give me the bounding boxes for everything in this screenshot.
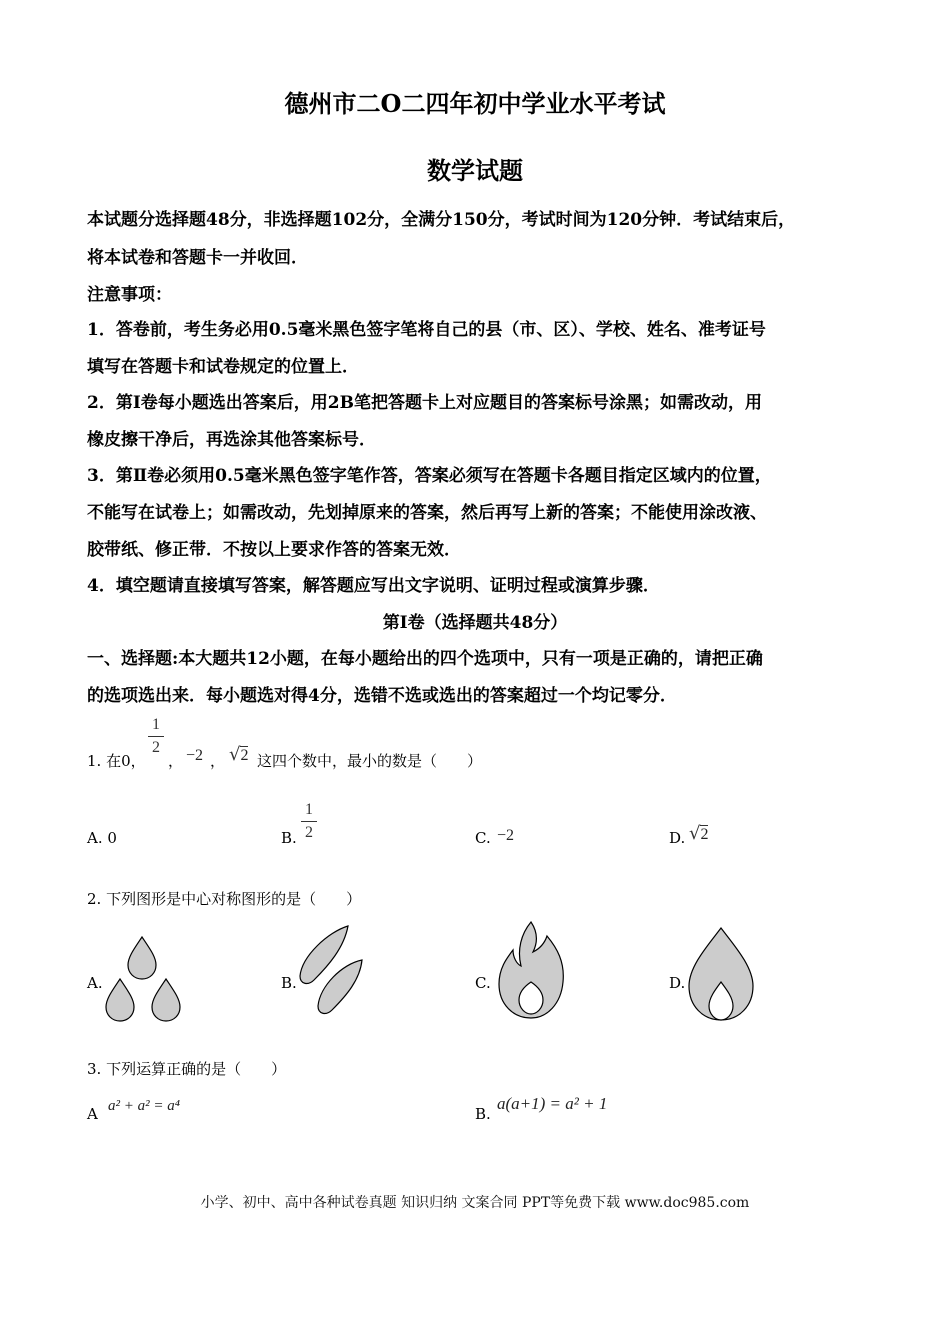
note-3-line-3: 胶带纸、修正带．不按以上要求作答的答案无效．	[87, 540, 461, 560]
q1-suffix: 这四个数中，最小的数是（ ）	[257, 752, 483, 770]
note-1-line-1: 1．答卷前，考生务必用0.5毫米黑色签字笔将自己的县（市、区）、学校、姓名、准考证号	[87, 320, 766, 340]
q3-text: 3. 下列运算正确的是（ ）	[87, 1060, 287, 1078]
intro-line-2: 将本试卷和答题卡一并收回．	[87, 248, 308, 268]
q3-option-a-expression: a² + a² = a⁴	[108, 1098, 180, 1114]
drop-shape-left	[106, 979, 134, 1021]
subject-title: 数学试题	[427, 156, 523, 185]
drop-shape-right	[152, 979, 180, 1021]
sqrt-sign-icon: √	[689, 823, 701, 844]
note-2-line-2: 橡皮擦干净后，再选涂其他答案标号．	[87, 430, 376, 450]
section-heading: 第Ⅰ卷（选择题共48分）	[382, 613, 568, 633]
section-desc-line-1: 一、选择题:本大题共12小题，在每小题给出的四个选项中，只有一项是正确的，请把正确	[87, 649, 763, 669]
q3-option-b-expression: a(a+1) = a² + 1	[497, 1094, 608, 1113]
q2-option-a-label: A.	[87, 974, 103, 992]
q2-option-b-label: B.	[281, 974, 297, 992]
q2-option-c-label: C.	[475, 974, 491, 992]
intro-line-1: 本试题分选择题48分，非选择题102分，全满分150分，考试时间为120分钟．考试结束后，	[87, 210, 796, 230]
note-4: 4．填空题请直接填写答案，解答题应写出文字说明、证明过程或演算步骤．	[87, 576, 660, 596]
q1-sep-1: ，	[168, 752, 184, 770]
q1-option-d-label: D.	[669, 829, 686, 847]
q2-option-d-flame-figure	[685, 926, 760, 1026]
q1-frac-numerator: 1	[152, 716, 160, 733]
note-3-line-1: 3．第Ⅱ卷必须用0.5毫米黑色签字笔作答，答案必须写在答题卡各题目指定区域内的位置，	[87, 466, 772, 486]
q1-sqrt: √2	[229, 744, 249, 765]
q1-option-d-sqrt: √2	[689, 823, 709, 844]
q1-option-c-value: −2	[497, 827, 515, 844]
section-desc-line-2: 的选项选出来．每小题选对得4分，选错不选或选出的答案超过一个均记零分．	[87, 686, 677, 706]
exam-title: 德州市二O二四年初中学业水平考试	[284, 89, 666, 118]
note-3-line-2: 不能写在试卷上；如需改动，先划掉原来的答案，然后再写上新的答案；不能使用涂改液、	[87, 503, 767, 523]
q3-option-b-label: B.	[475, 1105, 491, 1123]
q2-option-b-leaves-figure	[298, 924, 368, 1019]
q1-option-c-label: C.	[475, 829, 491, 847]
q1-frac-denominator: 2	[152, 739, 160, 756]
q1-option-b-fraction: 1 2	[301, 801, 317, 842]
q1-option-b-label: B.	[281, 829, 297, 847]
q1-sep-2: ，	[210, 752, 226, 770]
q2-option-c-flame-figure	[495, 920, 570, 1020]
drop-shape-top	[128, 937, 156, 979]
page-footer: 小学、初中、高中各种试卷真题 知识归纳 文案合同 PPT等免费下载 www.doc985.com	[200, 1195, 750, 1211]
q2-option-a-drops-figure	[104, 933, 184, 1023]
q3-option-a-label: A	[87, 1105, 98, 1123]
q1-neg-two: −2	[186, 747, 204, 764]
q2-option-d-label: D.	[669, 974, 686, 992]
sqrt-sign-icon: √	[229, 744, 241, 765]
notes-heading: 注意事项：	[87, 285, 172, 305]
q1-option-a: A. 0	[87, 829, 117, 847]
note-2-line-1: 2．第Ⅰ卷每小题选出答案后，用2B笔把答题卡上对应题目的答案标号涂黑；如需改动，用	[87, 393, 762, 413]
note-1-line-2: 填写在答题卡和试卷规定的位置上．	[87, 357, 359, 377]
q1-fraction	[148, 716, 164, 757]
q2-text: 2. 下列图形是中心对称图形的是（ ）	[87, 890, 362, 908]
q1-prefix: 1. 在0，	[87, 752, 146, 770]
